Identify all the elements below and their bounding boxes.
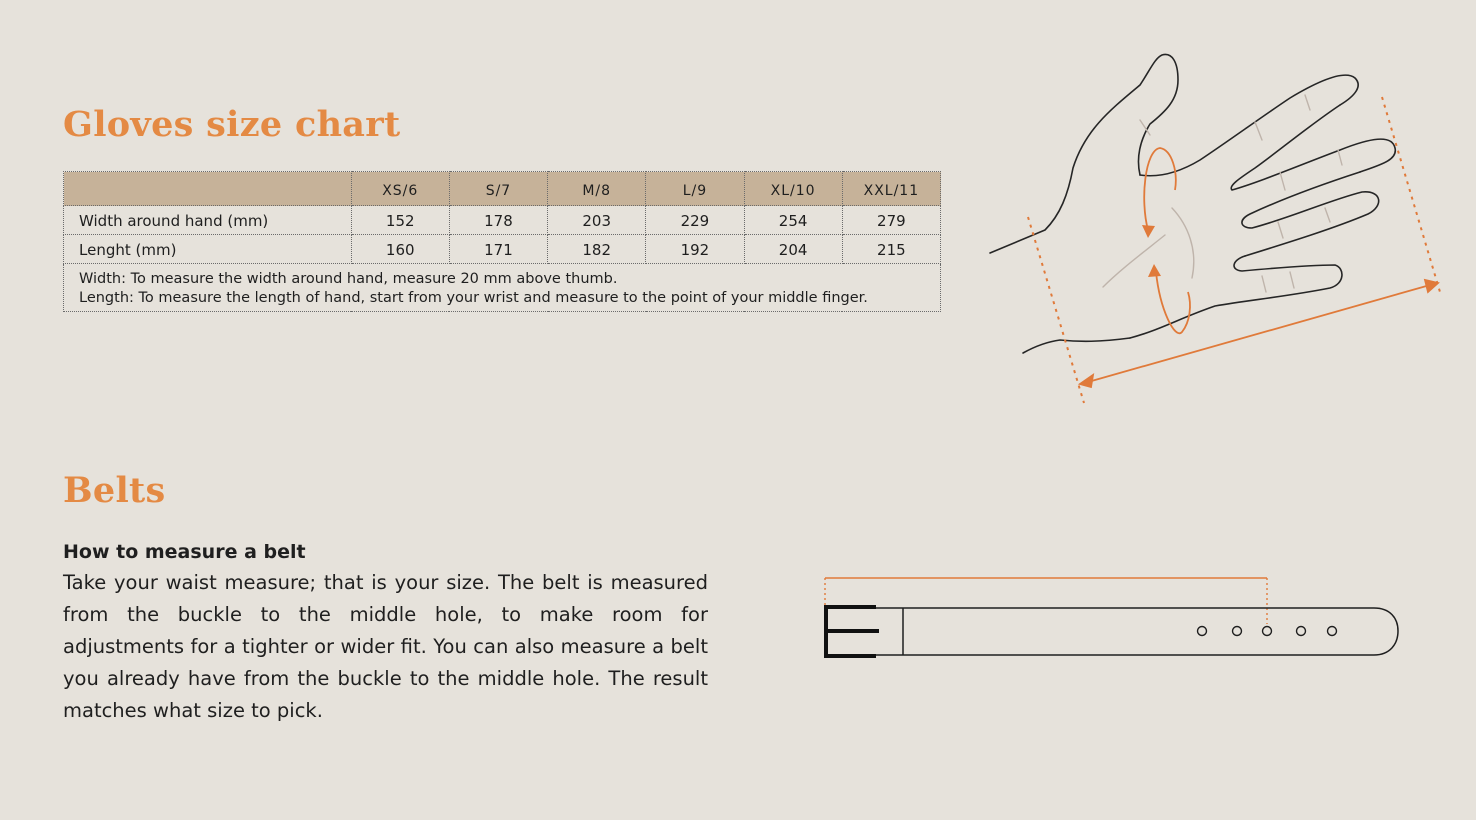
size-header: XXL/11 [842, 172, 940, 206]
table-header-blank [64, 172, 352, 206]
wrist-dotted-guide [1028, 217, 1084, 403]
table-cell: 171 [449, 235, 547, 264]
belt-illustration [815, 570, 1410, 665]
index-finger-outline [1231, 105, 1395, 190]
hand-measure-illustration [985, 50, 1450, 410]
row-label: Width around hand (mm) [64, 206, 352, 235]
length-arrowhead-left [1080, 375, 1093, 387]
wrist-outline-bottom [1023, 338, 1130, 353]
size-header: S/7 [449, 172, 547, 206]
wrist-outline-top [990, 54, 1178, 253]
table-cell: 160 [351, 235, 449, 264]
width-loop-arrow [1144, 148, 1176, 230]
belt-subtitle: How to measure a belt [63, 541, 306, 563]
size-header: XS/6 [351, 172, 449, 206]
belt-hole [1328, 627, 1337, 636]
table-cell: 254 [744, 206, 842, 235]
middle-finger-outline [1242, 172, 1379, 256]
width-arrowhead-down [1142, 225, 1155, 238]
table-header-row [64, 172, 941, 206]
width-note: Width: To measure the width around hand, measure 20 mm above thumb. [79, 271, 618, 287]
size-header: M/8 [548, 172, 646, 206]
gloves-size-table [63, 171, 941, 312]
belt-hole [1297, 627, 1306, 636]
table-cell: 279 [842, 206, 940, 235]
ring-finger-outline [1130, 256, 1342, 338]
table-notes-row [64, 264, 941, 312]
size-header: XL/10 [744, 172, 842, 206]
row-label: Lenght (mm) [64, 235, 352, 264]
gloves-section-title: Gloves size chart [63, 104, 401, 145]
belt-strap-outline [870, 608, 1398, 655]
length-note: Length: To measure the length of hand, start from your wrist and measure to the point of your middle finger. [79, 290, 868, 306]
belt-hole [1198, 627, 1207, 636]
table-cell: 192 [646, 235, 744, 264]
table-cell: 229 [646, 206, 744, 235]
table-cell: 203 [548, 206, 646, 235]
belt-hole-middle [1263, 627, 1272, 636]
buckle-icon [826, 607, 879, 656]
belt-body-text: Take your waist measure; that is your size. The belt is measured from the buckle to the middle hole, to make room for adjustments for a tighter or wider fit. You can also measure a belt you already have from the buckle to the middle hole. The result matches what size to pick. [63, 571, 708, 722]
fingertip-dotted-guide [1382, 97, 1440, 292]
table-cell: 178 [449, 206, 547, 235]
table-cell: 204 [744, 235, 842, 264]
table-row-length [64, 235, 941, 264]
belt-instructions [63, 541, 708, 727]
width-loop-arrow [1156, 272, 1190, 333]
table-cell: 182 [548, 235, 646, 264]
measurement-notes [64, 264, 941, 312]
table-cell: 215 [842, 235, 940, 264]
table-row-width [64, 206, 941, 235]
width-arrowhead-up [1148, 264, 1161, 277]
table-cell: 152 [351, 206, 449, 235]
belt-hole [1233, 627, 1242, 636]
palm-crease [1103, 235, 1165, 287]
size-header: L/9 [646, 172, 744, 206]
palm-crease [1172, 208, 1194, 278]
length-arrowhead-right [1425, 280, 1438, 292]
belts-section-title: Belts [63, 470, 166, 511]
